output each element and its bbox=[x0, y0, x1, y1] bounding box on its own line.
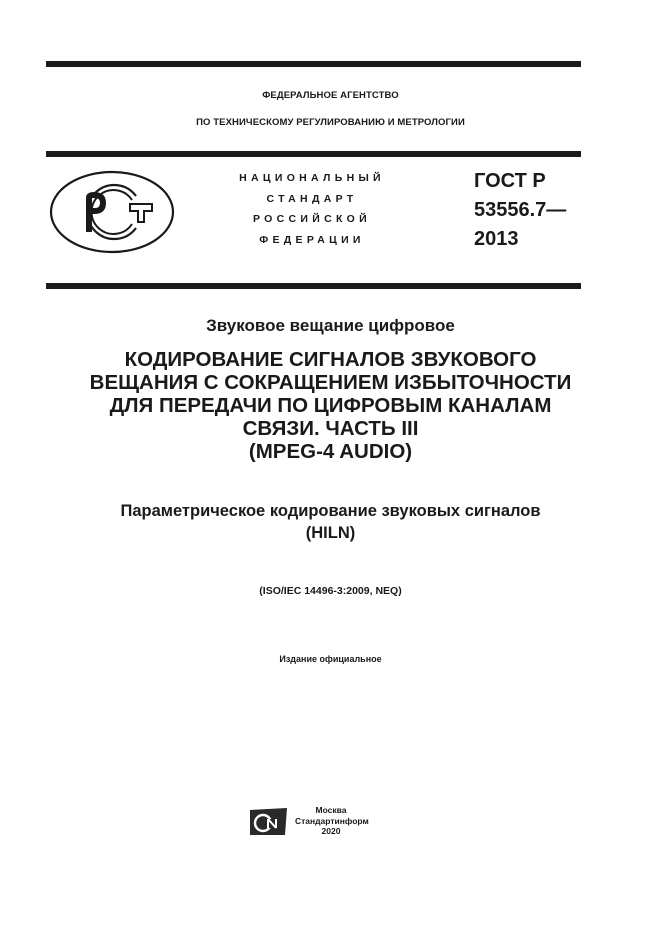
document-title bbox=[0, 348, 661, 463]
designation-line: ГОСТ Р bbox=[474, 170, 546, 192]
document-part-title bbox=[0, 500, 661, 544]
designation-line: 2013 bbox=[474, 228, 519, 250]
title-line: ДЛЯ ПЕРЕДАЧИ ПО ЦИФРОВЫМ КАНАЛАМ bbox=[109, 394, 552, 417]
designation-line: 53556.7— bbox=[474, 199, 567, 221]
national-standard-line: СТАНДАРТ bbox=[266, 192, 358, 205]
part-title-line: Параметрическое кодирование звуковых сигналов bbox=[120, 502, 541, 520]
national-standard-label bbox=[232, 168, 392, 250]
agency-line-2: ПО ТЕХНИЧЕСКОМУ РЕГУЛИРОВАНИЮ И МЕТРОЛОГИИ bbox=[196, 117, 465, 128]
national-standard-line: ФЕДЕРАЦИИ bbox=[259, 233, 365, 246]
national-standard-line: РОССИЙСКОЙ bbox=[253, 213, 371, 225]
top-rule bbox=[46, 61, 581, 67]
national-standard-line: НАЦИОНАЛЬНЫЙ bbox=[239, 172, 385, 184]
section-rule bbox=[46, 283, 581, 289]
publisher-name: Стандартинформ bbox=[295, 815, 369, 826]
standard-designation bbox=[474, 167, 566, 254]
document-subtitle: Звуковое вещание цифровое bbox=[206, 316, 455, 335]
title-line: СВЯЗИ. ЧАСТЬ III bbox=[242, 417, 419, 440]
publication-year: 2020 bbox=[321, 826, 341, 836]
part-title-line: (HILN) bbox=[305, 524, 356, 542]
title-line: (MPEG-4 AUDIO) bbox=[248, 440, 413, 463]
standartinform-logo-icon bbox=[249, 807, 289, 837]
gost-rst-emblem-icon bbox=[48, 168, 176, 256]
title-line: КОДИРОВАНИЕ СИГНАЛОВ ЗВУКОВОГО bbox=[124, 348, 537, 371]
publisher-block bbox=[295, 805, 367, 837]
edition-label: Издание официальное bbox=[279, 654, 382, 664]
title-line: ВЕЩАНИЯ С СОКРАЩЕНИЕМ ИЗБЫТОЧНОСТИ bbox=[89, 371, 572, 394]
publisher-city: Москва bbox=[315, 805, 347, 815]
agency-line-1: ФЕДЕРАЛЬНОЕ АГЕНТСТВО bbox=[262, 90, 399, 101]
header-rule bbox=[46, 151, 581, 157]
iso-reference: (ISO/IEC 14496-3:2009, NEQ) bbox=[259, 585, 402, 597]
